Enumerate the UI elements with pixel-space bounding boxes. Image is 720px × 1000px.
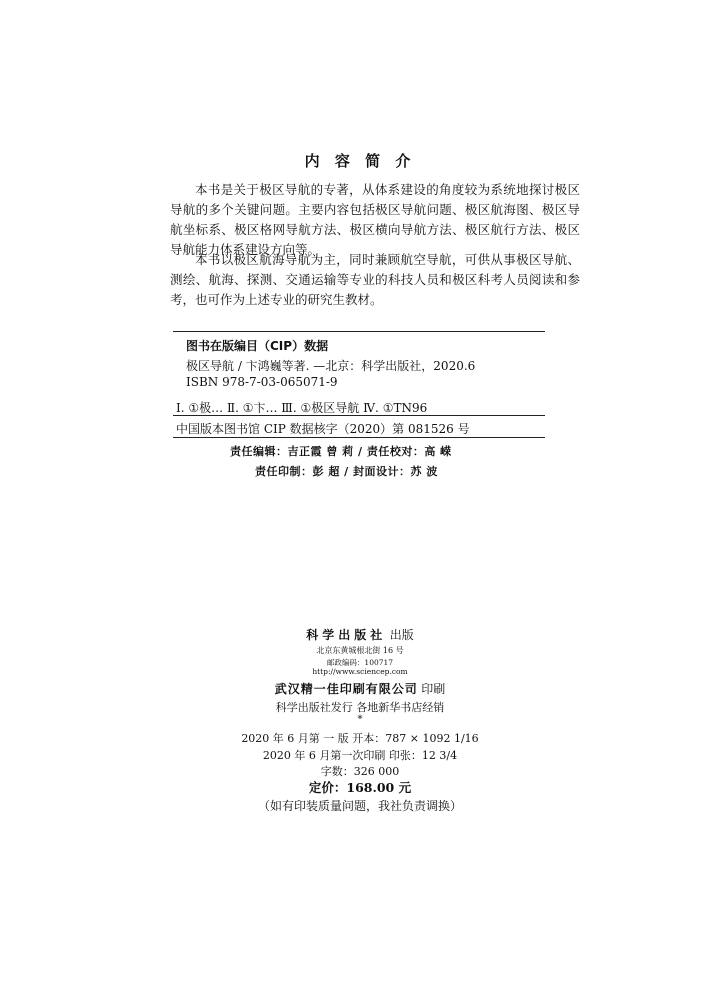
publisher-line bbox=[0, 626, 720, 643]
quality-notice: （如有印装质量问题，我社负责调换） bbox=[257, 799, 462, 813]
credits-editors: 责任编辑：吉正霞 曾 莉 / 责任校对：高 嵘 bbox=[230, 445, 452, 458]
cip-library-record: 中国版本图书馆 CIP 数据核字（2020）第 081526 号 bbox=[176, 422, 470, 436]
publisher-address: 北京东黄城根北街 16 号 bbox=[316, 646, 404, 655]
publisher-logo: 科学出版社 bbox=[306, 628, 387, 642]
intro-paragraph-1-text: 本书是关于极区导航的专著，从体系建设的角度较为系统地探讨极区导航的多个关键问题。主要内容包括极区导航问题、极区航海图、极区导航坐标系、极区格网导航方法、极区横向导航方法、极区航行方法、极区导航能力体系建设方向等。 bbox=[170, 182, 580, 257]
price: 定价：168.00 元 bbox=[308, 780, 412, 795]
printer-line bbox=[0, 680, 720, 697]
publisher-postcode: 邮政编码：100717 bbox=[326, 658, 394, 667]
separator-asterisk: * bbox=[357, 714, 363, 725]
distribution-line: 科学出版社发行 各地新华书店经销 bbox=[275, 701, 445, 714]
cip-middle-rule bbox=[173, 415, 545, 416]
intro-paragraph-1 bbox=[170, 180, 580, 260]
word-count: 字数：326 000 bbox=[320, 765, 400, 778]
publisher-suffix: 出版 bbox=[389, 628, 414, 642]
cip-classification: Ⅰ. ①极… Ⅱ. ①卞… Ⅲ. ①极区导航 Ⅳ. ①TN96 bbox=[176, 401, 428, 415]
printer-logo: 武汉精一佳印刷有限公司 bbox=[274, 682, 418, 696]
cip-heading: 图书在版编目（CIP）数据 bbox=[186, 339, 329, 353]
intro-paragraph-2 bbox=[170, 250, 580, 310]
cip-bottom-rule bbox=[173, 437, 545, 438]
cip-isbn: ISBN 978-7-03-065071-9 bbox=[186, 375, 338, 389]
printer-suffix: 印刷 bbox=[421, 682, 446, 696]
intro-paragraph-2-text: 本书以极区航海导航为主，同时兼顾航空导航，可供从事极区导航、测绘、航海、探测、交通运输等专业的科技人员和极区科考人员阅读和参考，也可作为上述专业的研究生教材。 bbox=[170, 252, 580, 307]
intro-title: 内 容 简 介 bbox=[304, 152, 416, 170]
cip-top-rule bbox=[173, 331, 545, 332]
publisher-website: http://www.sciencep.com bbox=[312, 667, 408, 676]
credits-production: 责任印制：彭 超 / 封面设计：苏 波 bbox=[255, 465, 438, 478]
cip-catalog-line: 极区导航 / 卞鸿巍等著. —北京：科学出版社，2020.6 bbox=[186, 359, 476, 373]
edition-line: 2020 年 6 月第 一 版 开本：787 × 1092 1/16 bbox=[241, 732, 479, 745]
printing-line: 2020 年 6 月第一次印刷 印张：12 3/4 bbox=[262, 749, 458, 762]
